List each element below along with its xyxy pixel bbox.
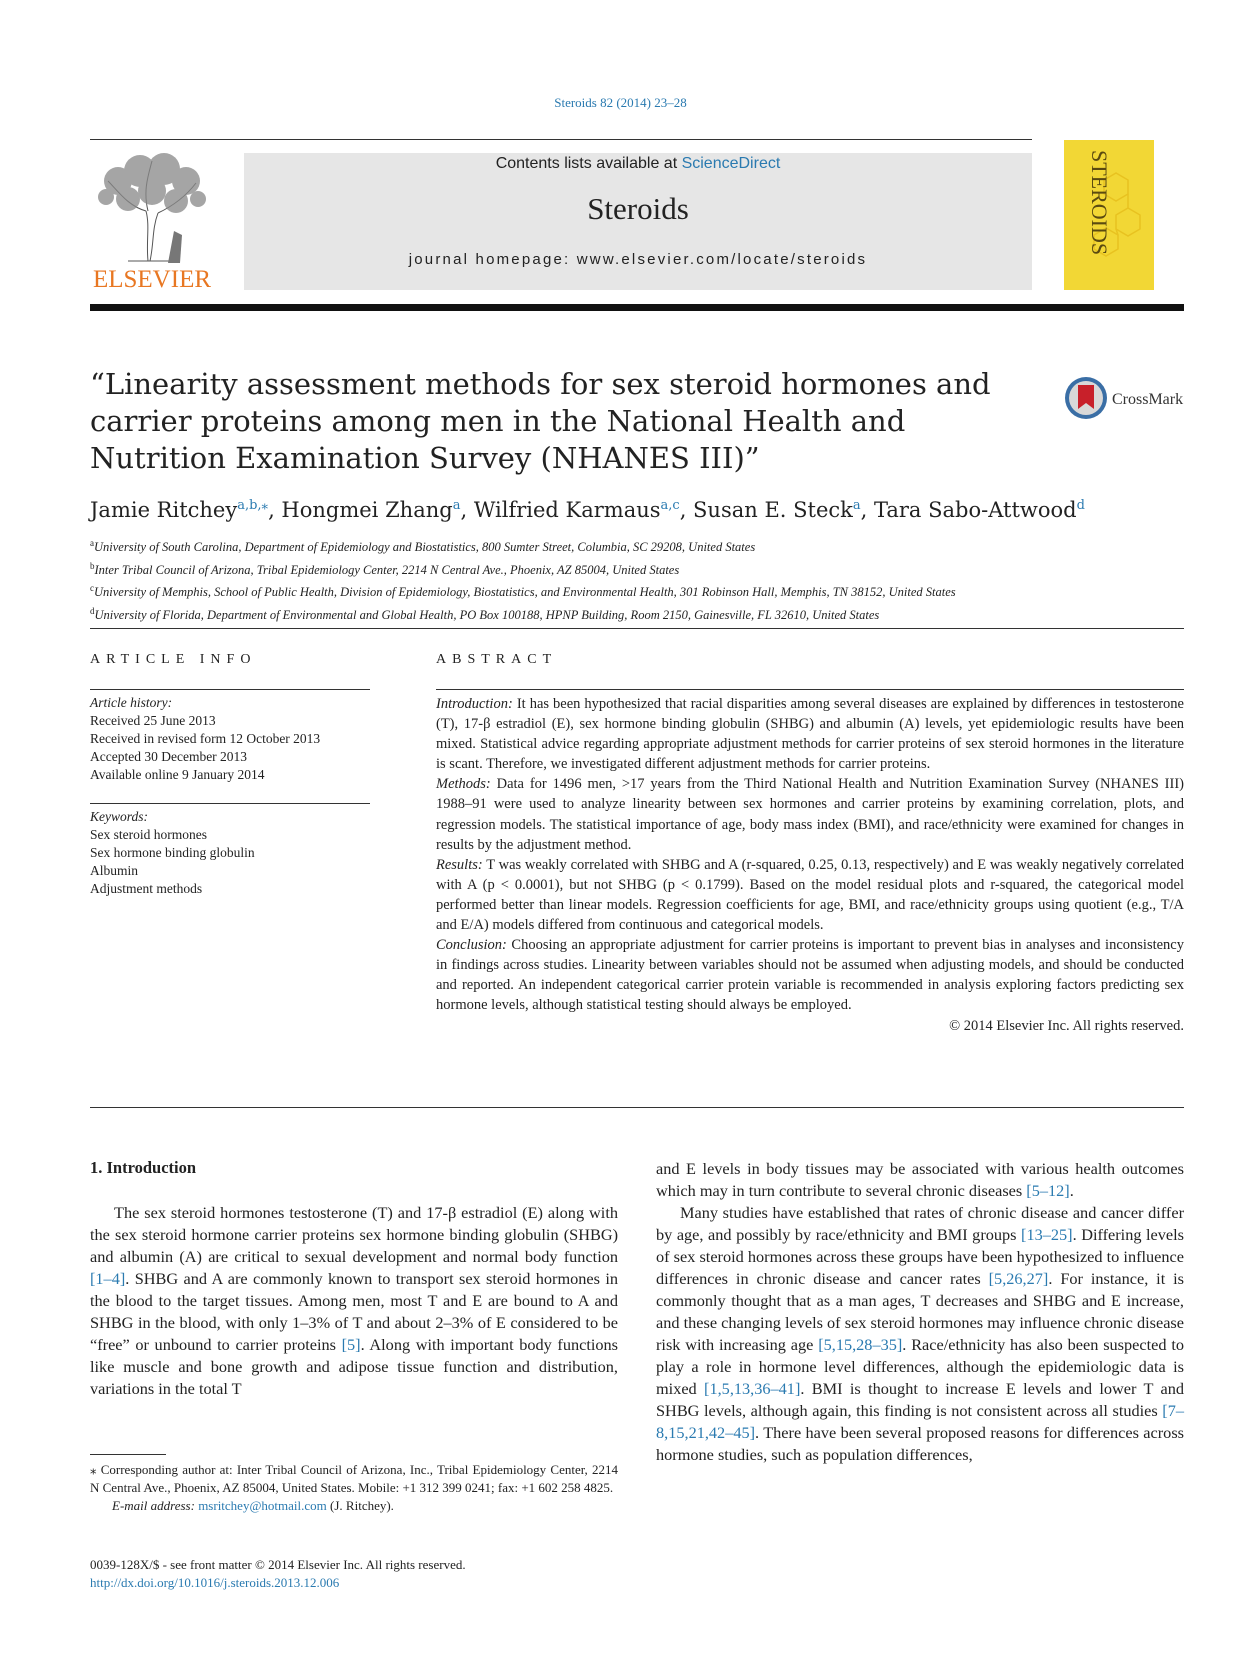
abstract-section [436, 774, 1184, 854]
citation-link[interactable]: [5–12] [1026, 1181, 1070, 1200]
abstract-section [436, 855, 1184, 935]
history-item: Received 25 June 2013 [90, 713, 216, 728]
citation-link[interactable]: [5,26,27] [988, 1269, 1049, 1288]
keyword-item: Sex hormone binding globulin [90, 845, 255, 860]
body-text: . Race/ethnicity has also been suspected to play a role in hormone level differences, although the epidemiologic data is mixed [656, 1335, 1184, 1398]
affiliation-text: University of South Carolina, Department of Epidemiology and Biostatistics, 800 Sumter Street, Columbia, SC 29208, United States [94, 540, 756, 555]
affiliation-text: University of Memphis, School of Public Health, Division of Epidemiology, Biostatistics, and Environmental Health, 301 Robinson Hall, Memphis, TN 38152, United States [94, 585, 956, 600]
keyword-item: Sex steroid hormones [90, 827, 207, 842]
keywords-rule [90, 803, 370, 804]
citation-link[interactable]: [7–8,15,21,42–45] [656, 1401, 1184, 1442]
affiliation-text: University of Florida, Department of Environmental and Global Health, PO Box 100188, HPNP Building, Room 2150, Gainesville, FL 32610, United States [94, 608, 880, 623]
affiliation-text: Inter Tribal Council of Arizona, Tribal Epidemiology Center, 2214 N Central Ave., Phoenix, AZ 85004, United States [94, 562, 680, 577]
crossmark-button[interactable] [1064, 375, 1204, 421]
affiliation-line [90, 557, 1190, 580]
abstract-section-text: It has been hypothesized that racial disparities among several diseases are explained by differences in testosterone (T), 17-β estradiol (E), sex hormone binding globulin (SHBG) and albumin (A) levels, yet epidemiologic results have been mixed. Statistical advice regarding appropriate adjustment methods for carrier proteins of sex steroid hormones in the literature is scant. Therefore, we investigated different adjustment methods for carrier proteins. [436, 696, 1184, 773]
elsevier-tree-icon [88, 151, 216, 291]
keyword-item: Adjustment methods [90, 881, 203, 896]
doi-link[interactable]: http://dx.doi.org/10.1016/j.steroids.2013.12.006 [90, 1575, 340, 1590]
affiliation-key: d [90, 605, 95, 616]
affiliation-line [90, 534, 1190, 557]
abstract-copyright: © 2014 Elsevier Inc. All rights reserved. [949, 1017, 1184, 1034]
citation-link[interactable]: [5] [341, 1335, 361, 1354]
body-text: . There have been several proposed reasons for differences across hormone studies, such as population differences, [656, 1423, 1184, 1464]
citation-link[interactable]: [5,15,28–35] [818, 1335, 903, 1354]
abstract-bottom-rule [90, 1107, 1184, 1108]
author-name: Tara Sabo-Attwood [874, 498, 1077, 522]
author-affiliation-marker[interactable]: d [1076, 498, 1085, 513]
affiliation-key: a [90, 538, 94, 548]
author-list [90, 492, 1190, 524]
crossmark-icon [1064, 375, 1204, 421]
body-text: . [1069, 1181, 1074, 1200]
intro-paragraph-1-continued [656, 1158, 1184, 1202]
crossmark-label: CrossMark [1112, 391, 1184, 408]
keywords [90, 808, 370, 898]
body-text: . Differing levels of sex steroid hormones across these groups have been hypothesized to influence differences in chronic disease and cancer rates [656, 1225, 1184, 1288]
abstract-section-text: T was weakly correlated with SHBG and A (r-squared, 0.25, 0.13, respectively) and E was weakly negatively correlated with A (p < 0.0001), but not SHBG (p < 0.1799). Based on the model residual plots and r-squared, the categorical model performed better than linear models. Regression coefficients for age, BMI, and race/ethnicity groups using quotient (e.g., T/A and E/A) models differed from continuous and categorical models. [436, 856, 1184, 934]
article-info-rule [90, 689, 370, 690]
abstract-body [436, 694, 1184, 1036]
body-column-right [656, 1158, 1184, 1466]
abstract-section-label: Introduction: [436, 696, 513, 712]
intro-paragraph-1 [90, 1202, 618, 1400]
intro-paragraph-2 [656, 1202, 1184, 1466]
author-separator: , [679, 498, 694, 522]
header-thick-rule [90, 304, 1184, 311]
journal-banner [244, 153, 1032, 290]
body-text: . Along with important body functions like muscle and bone growth and adipose tissue function and distribution, variations in the total T [90, 1335, 618, 1398]
affiliation-line [90, 602, 1190, 625]
affiliations [90, 534, 1190, 625]
citation-link[interactable]: [1,5,13,36–41] [704, 1379, 801, 1398]
section-heading-introduction: 1. Introduction [90, 1158, 197, 1177]
header-rule [90, 139, 1032, 140]
molecule-cover-icon [1064, 140, 1154, 290]
body-text: . BMI is thought to increase E levels and lower T and SHBG levels, although again, this finding is not consistent across all studies [656, 1379, 1184, 1420]
abstract-section [436, 694, 1184, 774]
history-label: Article history: [90, 695, 173, 710]
citation-link[interactable]: [1–4] [90, 1269, 126, 1288]
body-text: The sex steroid hormones testosterone (T) and 17-β estradiol (E) along with the sex steroid hormone carrier proteins sex hormone binding globulin (SHBG) and albumin (A) are critical to sexual development and normal body function [90, 1203, 618, 1266]
affiliation-key: c [90, 583, 94, 594]
author-affiliation-marker[interactable]: a [852, 498, 861, 513]
author-separator: , [460, 498, 474, 522]
author-affiliation-marker[interactable]: a [452, 498, 461, 513]
citation-link[interactable]: [13–25] [1021, 1225, 1073, 1244]
author-name: Susan E. Steck [693, 498, 853, 522]
body-text: Many studies have established that rates of chronic disease and cancer differ by age, and possibly by race/ethnicity and BMI groups [656, 1203, 1184, 1244]
keyword-item: Albumin [90, 863, 139, 878]
journal-homepage[interactable]: journal homepage: www.elsevier.com/locate/steroids [408, 251, 868, 268]
abstract-section-label: Conclusion: [436, 937, 507, 954]
corresponding-author-footnote: ⁎ Corresponding author at: Inter Tribal Council of Arizona, Inc., Tribal Epidemiology Center, 2214 N Central Ave., Phoenix, AZ 85004, United States. Mobile: +1 312 399 0241; fax: +1 602 258 4825. E-mail address: msritchey@hotmail.com (J. Ritchey). [90, 1462, 618, 1513]
author-affiliation-marker[interactable]: a,b,⁎ [237, 498, 269, 513]
abstract-section-label: Results: [436, 856, 483, 873]
journal-name: Steroids [587, 191, 689, 226]
author-email-link[interactable]: msritchey@hotmail.com [198, 1498, 327, 1513]
history-item: Received in revised form 12 October 2013 [90, 731, 321, 746]
body-column-left [90, 1202, 618, 1400]
history-item: Accepted 30 December 2013 [90, 749, 248, 764]
abstract-heading: ABSTRACT [436, 652, 558, 667]
contents-line: Contents lists available at ScienceDirect [495, 155, 781, 172]
abstract-rule [436, 689, 1184, 690]
author-separator: , [860, 498, 874, 522]
page-footer [90, 1556, 466, 1592]
body-text: . SHBG and A are commonly known to transport sex steroid hormones in the blood to the target tissues. Among men, most T and E are bound to A and SHBG in the blood, with only 1–3% of T and about 2–3% of E considered to be “free” or unbound to carrier proteins [90, 1269, 618, 1354]
author-name: Hongmei Zhang [281, 498, 453, 522]
journal-cover[interactable] [1064, 140, 1154, 290]
author-name: Jamie Ritchey [90, 498, 238, 522]
journal-citation[interactable]: Steroids 82 (2014) 23–28 [554, 95, 687, 110]
issn-line: 0039-128X/$ - see front matter © 2014 Elsevier Inc. All rights reserved. [90, 1557, 466, 1572]
footnote-rule [90, 1454, 166, 1455]
author-separator: , [268, 498, 282, 522]
elsevier-wordmark: ELSEVIER [92, 266, 212, 291]
abstract-section-label: Methods: [436, 776, 491, 793]
article-info-heading: ARTICLE INFO [90, 652, 257, 667]
article-title: “Linearity assessment methods for sex steroid hormones and carrier proteins among men in the National Health and Nutrition Examination Survey (NHANES III)” [90, 367, 991, 475]
body-text: . For instance, it is commonly thought that as a man ages, T decreases and SHBG and E increase, and these changing levels of sex steroid hormones may influence chronic disease risk with increasing age [656, 1269, 1184, 1354]
elsevier-logo[interactable] [88, 151, 216, 291]
affiliation-line [90, 579, 1190, 602]
author-affiliation-marker[interactable]: a,c [660, 498, 680, 513]
article-history [90, 694, 370, 784]
abstract-section-text: Data for 1496 men, >17 years from the Third National Health and Nutrition Examination Survey (NHANES III) 1988–91 were used to analyze linearity between sex hormones and carrier proteins by examining correlation, plots, and regression models. The statistical importance of age, body mass index (BMI), and race/ethnicity were examined for changes in results by the adjustment method. [436, 776, 1184, 853]
sciencedirect-link[interactable]: ScienceDirect [681, 155, 781, 172]
affiliation-key: b [90, 560, 95, 571]
abstract-section [436, 935, 1184, 1015]
abstract-section-text: Choosing an appropriate adjustment for carrier proteins is important to prevent bias in analyses and inconsistency in findings across studies. Linearity between variables should not be assumed when adjusting models, and should be conducted and reported. An independent categorical carrier protein variable is recommended in analysis exploring factors predicting sex hormone levels, although statistical testing should always be employed. [436, 937, 1184, 1014]
body-text: and E levels in body tissues may be associated with various health outcomes which may in turn contribute to several chronic diseases [656, 1159, 1184, 1200]
author-name: Wilfried Karmaus [473, 498, 661, 522]
affiliation-rule [90, 628, 1184, 629]
keywords-label: Keywords: [90, 809, 148, 824]
cover-title: STEROIDS [1087, 150, 1112, 256]
history-item: Available online 9 January 2014 [90, 767, 265, 782]
